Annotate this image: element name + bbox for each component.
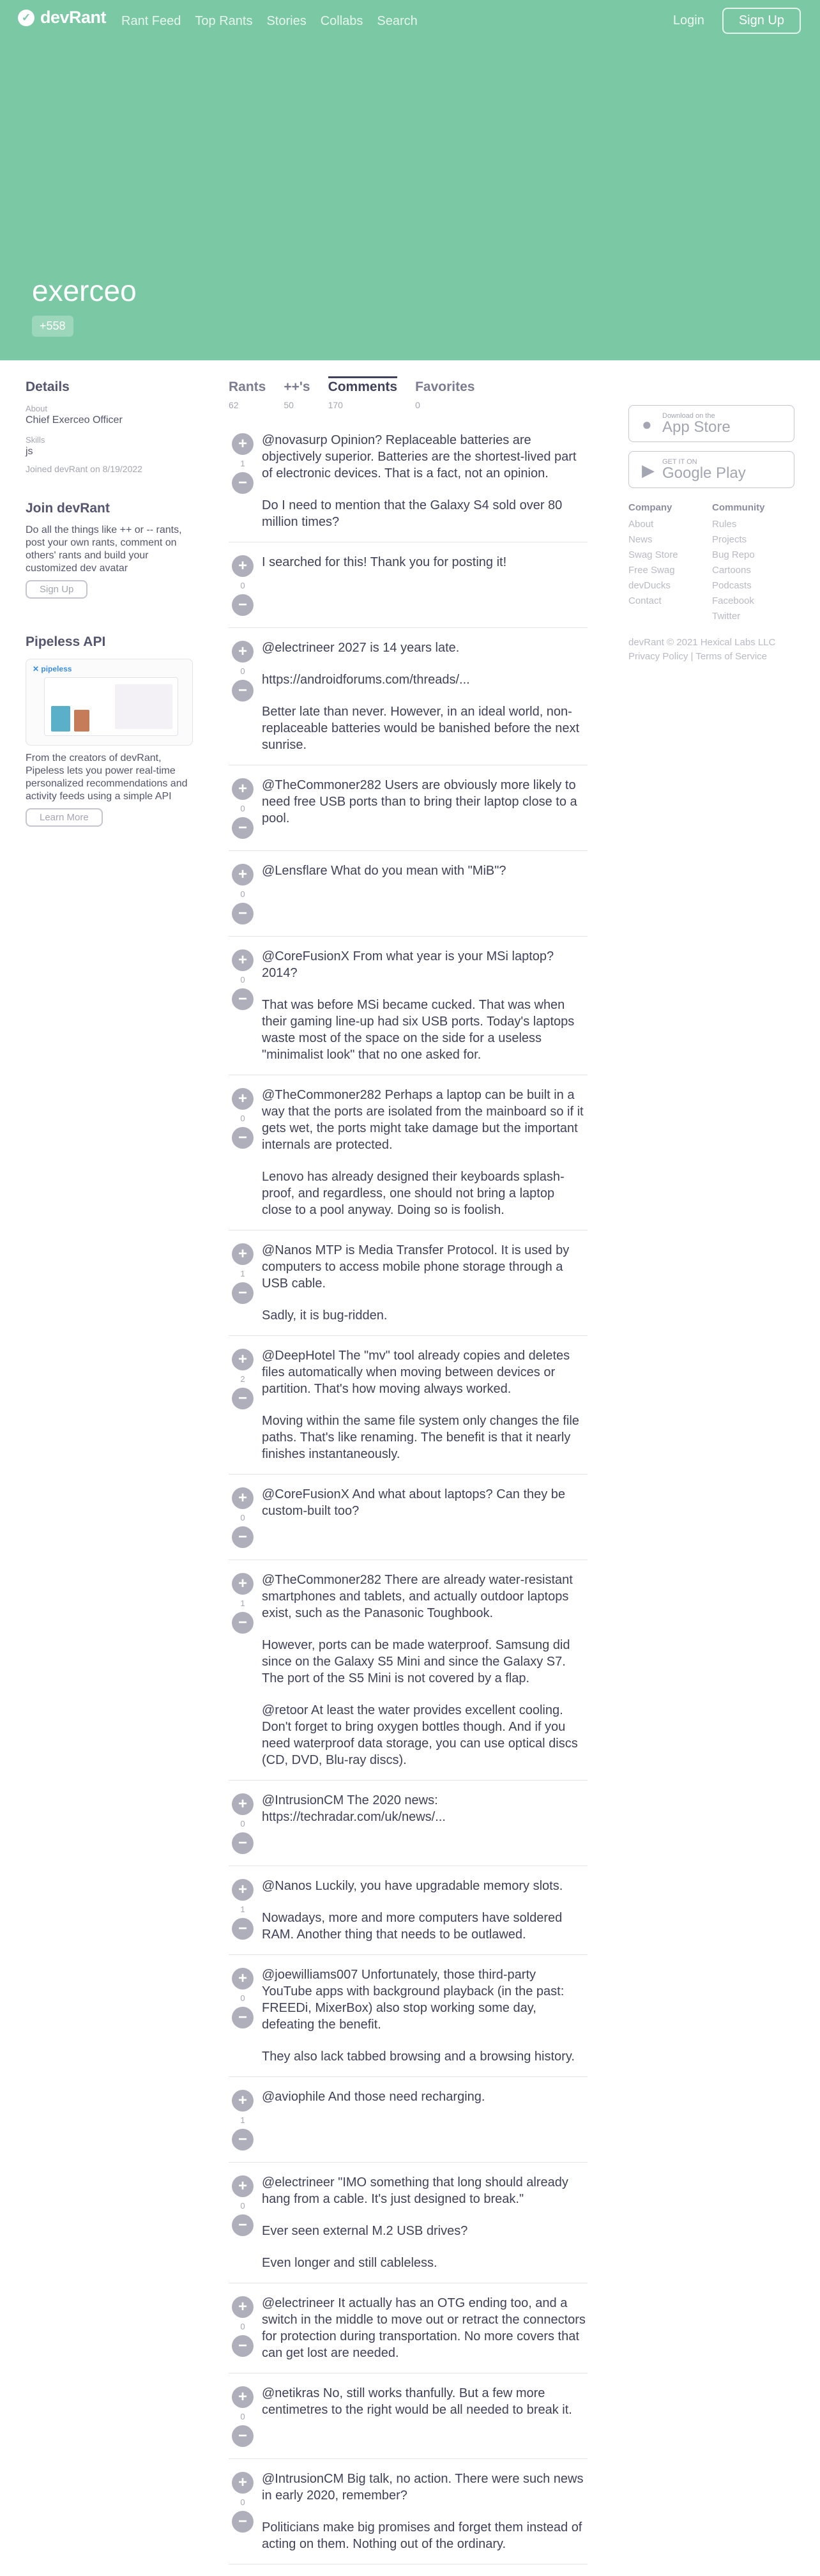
vote-count: 0: [240, 975, 245, 985]
vote-controls: [229, 948, 257, 1063]
nav-rant-feed[interactable]: Rant Feed: [121, 14, 181, 28]
downvote-button[interactable]: −: [232, 1612, 254, 1634]
comment-item[interactable]: [229, 1792, 588, 1866]
copyright-text: devRant © 2021 Hexical Labs LLC: [628, 637, 776, 648]
comment-item[interactable]: [229, 777, 588, 851]
vote-count: 1: [240, 2115, 245, 2125]
footer-link-free-swag[interactable]: Free Swag: [628, 565, 675, 576]
downvote-button[interactable]: −: [232, 817, 254, 839]
legal-links: Privacy Policy | Terms of Service: [628, 651, 768, 662]
vote-count: 1: [240, 1905, 245, 1914]
upvote-button[interactable]: +: [232, 555, 254, 577]
vote-controls: [229, 1087, 257, 1218]
google-play-icon: ▶: [642, 461, 655, 480]
tab-favorites[interactable]: [415, 379, 475, 410]
comment-text: @TheCommoner282 Perhaps a laptop can be built in a way that the ports are isolated from the mainboard so if it gets wet, the ports might take damage but the important internals are protected.: [262, 1088, 584, 1152]
footer-links: [628, 502, 796, 624]
upvote-button[interactable]: +: [232, 1573, 254, 1595]
app-store-label: App Store: [662, 418, 731, 436]
footer-company: [628, 502, 712, 624]
profile-tabs: [229, 379, 475, 410]
screenshot-thumb-1: [51, 706, 70, 732]
vote-controls: [229, 554, 257, 616]
comment-text: @joewilliams007 Unfortunately, those third-party YouTube apps with background playback (in the past: FREEDi, MixerBox) also stop working some day, defeating the benefit.: [262, 1968, 565, 2032]
vote-count: 2: [240, 1374, 245, 1384]
nav-stories[interactable]: Stories: [266, 14, 307, 28]
vote-controls: [229, 2174, 257, 2271]
comment-text: @CoreFusionX From what year is your MSi laptop? 2014?: [262, 949, 554, 980]
vote-controls: [229, 777, 257, 839]
joined-date: Joined devRant on 8/19/2022: [26, 464, 142, 474]
vote-count: 1: [240, 1598, 245, 1608]
vote-controls: [229, 2471, 257, 2552]
pipeless-logo-icon: ✕: [33, 664, 42, 673]
footer-community: [712, 502, 796, 624]
comment-text: @IntrusionCM The 2020 news: https://techradar.com/uk/news/...: [262, 1793, 446, 1824]
signup-button[interactable]: Sign Up: [722, 8, 801, 34]
comment-body: [257, 1792, 588, 1854]
downvote-button[interactable]: −: [232, 1526, 254, 1548]
comment-item[interactable]: [229, 1878, 588, 1955]
vote-controls: [229, 2295, 257, 2361]
comment-body: [257, 1347, 588, 1462]
footer-link-devducks[interactable]: devDucks: [628, 580, 671, 591]
details-title: Details: [26, 379, 70, 394]
comment-list: [229, 432, 588, 2576]
screenshot-thumb-2: [74, 710, 89, 732]
comment-item[interactable]: [229, 1347, 588, 1475]
app-store-button[interactable]: [628, 405, 794, 442]
comment-item[interactable]: [229, 432, 588, 542]
pipeless-title: Pipeless API: [26, 634, 106, 649]
footer-link-swag-store[interactable]: Swag Store: [628, 549, 678, 560]
comment-text: @TheCommoner282 Users are obviously more likely to need free USB ports than to bring their laptop close to a pool.: [262, 778, 577, 825]
footer-link-news[interactable]: News: [628, 534, 653, 545]
downvote-button[interactable]: −: [232, 2511, 254, 2533]
comment-text: Moving within the same file system only changes the file paths. That's like renaming. The benefit is that it nearly finishes instantaneously.: [262, 1414, 579, 1461]
screenshot-code-panel: [115, 684, 172, 729]
pipeless-screenshot: [44, 677, 178, 736]
comment-item[interactable]: [229, 948, 588, 1075]
comment-item[interactable]: [229, 2471, 588, 2564]
comment-item[interactable]: [229, 1572, 588, 1781]
vote-count: 0: [240, 804, 245, 813]
devrant-logo-icon: ✓: [18, 10, 34, 26]
downvote-button[interactable]: −: [232, 2007, 254, 2028]
comment-text: @Lensflare What do you mean with "MiB"?: [262, 864, 506, 878]
comment-text: @novasurp Opinion? Replaceable batteries are objectively superior. Batteries are the shortest-lived part of electronic devices. That is a fact, not an opinion.: [262, 433, 577, 480]
profile-score-badge: +558: [32, 316, 73, 337]
comment-item[interactable]: [229, 2295, 588, 2373]
downvote-button[interactable]: −: [232, 988, 254, 1010]
skills-label: Skills: [26, 435, 45, 445]
comment-text: They also lack tabbed browsing and a browsing history.: [262, 2050, 575, 2064]
upvote-button[interactable]: +: [232, 641, 254, 663]
footer-link-contact[interactable]: Contact: [628, 595, 662, 606]
upvote-button[interactable]: +: [232, 2296, 254, 2318]
nav-collabs[interactable]: Collabs: [320, 14, 363, 28]
upvote-button[interactable]: +: [232, 1968, 254, 1989]
vote-count: 1: [240, 1269, 245, 1278]
auth-actions: [673, 8, 801, 34]
downvote-button[interactable]: −: [232, 680, 254, 702]
comment-body: [257, 1242, 588, 1324]
upvote-button[interactable]: +: [232, 1487, 254, 1509]
comment-item[interactable]: [229, 1087, 588, 1230]
profile-header: [0, 0, 820, 360]
vote-count: 0: [240, 2322, 245, 2331]
footer-link-twitter[interactable]: Twitter: [712, 611, 741, 622]
vote-count: 0: [240, 666, 245, 676]
tab-rants[interactable]: [229, 379, 266, 410]
pipeless-logo: [33, 664, 72, 673]
comment-body: [257, 554, 588, 616]
vote-controls: [229, 2089, 257, 2150]
upvote-button[interactable]: +: [232, 1879, 254, 1901]
comment-text: @electrineer 2027 is 14 years late.: [262, 641, 460, 655]
app-store-small-label: Download on the: [662, 412, 715, 420]
comment-body: [257, 2385, 588, 2447]
vote-controls: [229, 2385, 257, 2447]
comment-body: [257, 862, 588, 924]
upvote-button[interactable]: +: [232, 778, 254, 800]
google-play-label: Google Play: [662, 464, 746, 482]
about-value: Chief Exerceo Officer: [26, 415, 123, 425]
upvote-button[interactable]: +: [232, 949, 254, 971]
comment-item[interactable]: [229, 2089, 588, 2163]
vote-count: 0: [240, 889, 245, 899]
nav-search[interactable]: Search: [377, 14, 418, 28]
upvote-button[interactable]: +: [232, 864, 254, 885]
comment-text: @Nanos MTP is Media Transfer Protocol. It is used by computers to access mobile phone storage through a USB cable.: [262, 1243, 570, 1291]
comment-text: @aviophile And those need recharging.: [262, 2090, 485, 2104]
app-store-labels: [662, 412, 731, 435]
comment-item[interactable]: [229, 1486, 588, 1560]
upvote-button[interactable]: +: [232, 433, 254, 455]
comment-text: Do I need to mention that the Galaxy S4 sold over 80 million times?: [262, 498, 563, 529]
comment-body: [257, 948, 588, 1063]
tab-plusplus[interactable]: [284, 379, 310, 410]
downvote-button[interactable]: −: [232, 2214, 254, 2236]
upvote-button[interactable]: +: [232, 1243, 254, 1265]
right-sidebar: [628, 405, 796, 664]
comment-item[interactable]: [229, 1242, 588, 1336]
vote-controls: [229, 1792, 257, 1854]
comment-text: However, ports can be made waterproof. Samsung did since on the Galaxy S5 Mini and since the Galaxy S7. The port of the S5 Mini is not covered by a flap.: [262, 1638, 570, 1685]
terms-link[interactable]: Terms of Service: [695, 651, 768, 662]
comment-text: Better late than never. However, in an ideal world, non-replaceable batteries would be banished before the next sunrise.: [262, 705, 580, 752]
downvote-button[interactable]: −: [232, 1832, 254, 1854]
downvote-button[interactable]: −: [232, 2425, 254, 2447]
comment-text: @retoor At least the water provides excellent cooling. Don't forget to bring oxygen bottles though. And if you need waterproof data storage, you can use optical discs (CD, DVD, Blu-ray discs).: [262, 1703, 578, 1767]
downvote-button[interactable]: −: [232, 472, 254, 494]
vote-controls: [229, 1878, 257, 1943]
footer-link-bug-repo[interactable]: Bug Repo: [712, 549, 755, 560]
tab-count: 170: [328, 400, 343, 410]
comment-body: [257, 432, 588, 530]
comment-item[interactable]: [229, 1966, 588, 2077]
left-sidebar: [26, 379, 195, 827]
comment-body: [257, 1486, 588, 1548]
comment-text: @DeepHotel The "mv" tool already copies and deletes files automatically when moving between devices or partition. That's how moving always worked.: [262, 1349, 570, 1396]
comment-text: That was before MSi became cucked. That was when their gaming line-up had six USB ports. Today's laptops waste most of the space on the side for a useless "minimalist look" that no one asked for.: [262, 998, 575, 1062]
logo-text: devRant: [40, 8, 107, 27]
footer-link-projects[interactable]: Projects: [712, 534, 747, 545]
comment-text: https://androidforums.com/threads/...: [262, 673, 470, 687]
nav-top-rants[interactable]: Top Rants: [195, 14, 253, 28]
comment-text: Ever seen external M.2 USB drives?: [262, 2224, 468, 2238]
comment-text: Nowadays, more and more computers have soldered RAM. Another thing that needs to be outlawed.: [262, 1911, 563, 1942]
footer-link-rules[interactable]: Rules: [712, 519, 737, 530]
comment-text: @electrineer "IMO something that long should already hang from a cable. It's just designed to break.": [262, 2175, 568, 2206]
vote-controls: [229, 640, 257, 753]
comment-text: @netikras No, still works thanfully. But a few more centimetres to the right would be all needed to break it.: [262, 2386, 572, 2417]
footer-link-cartoons[interactable]: Cartoons: [712, 565, 751, 576]
upvote-button[interactable]: +: [232, 1349, 254, 1370]
comment-text: @CoreFusionX And what about laptops? Can they be custom-built too?: [262, 1487, 566, 1518]
google-play-small-label: GET IT ON: [662, 458, 697, 466]
vote-count: 1: [240, 459, 245, 468]
profile-username: exerceo: [32, 274, 137, 307]
upvote-button[interactable]: +: [232, 2090, 254, 2112]
footer-company-title: Company: [628, 502, 672, 513]
comment-item[interactable]: [229, 640, 588, 765]
comment-text: @TheCommoner282 There are already water-resistant smartphones and tablets, and actually outdoor laptops exist, such as the Panasonic Toughbook.: [262, 1573, 573, 1620]
comment-body: [257, 2089, 588, 2150]
comment-item[interactable]: [229, 554, 588, 628]
tab-label: Rants: [229, 379, 266, 394]
comment-body: [257, 777, 588, 839]
learn-more-button[interactable]: Learn More: [26, 808, 103, 827]
comment-text: I searched for this! Thank you for posting it!: [262, 555, 507, 569]
skills-value: js: [26, 446, 33, 457]
comment-body: [257, 2471, 588, 2552]
comment-item[interactable]: [229, 862, 588, 937]
vote-controls: [229, 1486, 257, 1548]
about-label: About: [26, 404, 47, 413]
downvote-button[interactable]: −: [232, 1918, 254, 1940]
comment-text: Sadly, it is bug-ridden.: [262, 1308, 388, 1322]
comment-text: @IntrusionCM Big talk, no action. There were such news in early 2020, remember?: [262, 2472, 584, 2503]
tab-count: 0: [415, 400, 420, 410]
join-devrant-title: Join devRant: [26, 501, 110, 516]
vote-count: 0: [240, 2412, 245, 2421]
google-play-button[interactable]: [628, 451, 794, 488]
devrant-logo[interactable]: [18, 8, 106, 27]
upvote-button[interactable]: +: [232, 2386, 254, 2408]
comment-item[interactable]: [229, 2174, 588, 2283]
pipeless-text: From the creators of devRant, Pipeless lets you power real-time personalized recommendations and activity feeds using a simple API: [26, 753, 188, 802]
vote-count: 0: [240, 1993, 245, 2003]
comment-text: Politicians make big promises and forget them instead of acting on them. Nothing out of the ordinary.: [262, 2520, 582, 2551]
vote-controls: [229, 1347, 257, 1462]
comment-item[interactable]: [229, 2385, 588, 2459]
downvote-button[interactable]: −: [232, 594, 254, 616]
upvote-button[interactable]: +: [232, 2175, 254, 2197]
join-signup-button[interactable]: Sign Up: [26, 580, 87, 599]
copyright: [628, 636, 796, 664]
comment-body: [257, 1087, 588, 1218]
upvote-button[interactable]: +: [232, 1793, 254, 1815]
footer-link-facebook[interactable]: Facebook: [712, 595, 754, 606]
downvote-button[interactable]: −: [232, 1127, 254, 1149]
downvote-button[interactable]: −: [232, 2335, 254, 2357]
upvote-button[interactable]: +: [232, 2472, 254, 2494]
tab-label: Favorites: [415, 379, 475, 394]
vote-count: 0: [240, 1114, 245, 1123]
comment-body: [257, 1572, 588, 1768]
comment-body: [257, 1878, 588, 1943]
downvote-button[interactable]: −: [232, 903, 254, 924]
downvote-button[interactable]: −: [232, 1388, 254, 1409]
tab-label: Comments: [328, 379, 398, 394]
vote-count: 0: [240, 1513, 245, 1522]
upvote-button[interactable]: +: [232, 1088, 254, 1110]
join-devrant-text: Do all the things like ++ or -- rants, post your own rants, comment on others' rants and build your customized dev avatar: [26, 525, 182, 574]
vote-controls: [229, 1572, 257, 1768]
tab-count: 50: [284, 400, 294, 410]
comment-body: [257, 2295, 588, 2361]
pipeless-preview-image[interactable]: [26, 659, 193, 746]
footer-link-podcasts[interactable]: Podcasts: [712, 580, 752, 591]
vote-count: 0: [240, 2497, 245, 2507]
comment-text: Even longer and still cableless.: [262, 2256, 437, 2270]
vote-controls: [229, 862, 257, 924]
comment-body: [257, 2174, 588, 2271]
pipeless-logo-text: pipeless: [41, 664, 72, 673]
vote-count: 0: [240, 2201, 245, 2211]
login-link[interactable]: Login: [672, 13, 704, 27]
downvote-button[interactable]: −: [232, 1282, 254, 1304]
vote-count: 0: [240, 581, 245, 590]
comment-body: [257, 1966, 588, 2065]
downvote-button[interactable]: −: [232, 2129, 254, 2150]
tab-count: 62: [229, 400, 239, 410]
vote-controls: [229, 1242, 257, 1324]
tab-label: ++'s: [284, 379, 310, 394]
comment-text: Lenovo has already designed their keyboards splash-proof, and regardless, one should not bring a laptop close to a pool anyway. Doing so is foolish.: [262, 1170, 565, 1217]
footer-community-title: Community: [712, 502, 765, 513]
footer-link-about[interactable]: About: [628, 519, 654, 530]
vote-controls: [229, 1966, 257, 2065]
vote-controls: [229, 432, 257, 530]
comment-text: @Nanos Luckily, you have upgradable memory slots.: [262, 1879, 563, 1893]
google-play-labels: [662, 458, 746, 481]
main-nav: [121, 14, 418, 29]
tab-comments[interactable]: [328, 376, 398, 410]
privacy-link[interactable]: Privacy Policy: [628, 651, 688, 662]
comment-body: [257, 640, 588, 753]
apple-icon: ●: [642, 415, 652, 434]
comment-text: @electrineer It actually has an OTG ending too, and a switch in the middle to move out or retract the connectors for protection during transportation. No more covers that can get lost are needed.: [262, 2296, 586, 2360]
vote-count: 0: [240, 1819, 245, 1828]
